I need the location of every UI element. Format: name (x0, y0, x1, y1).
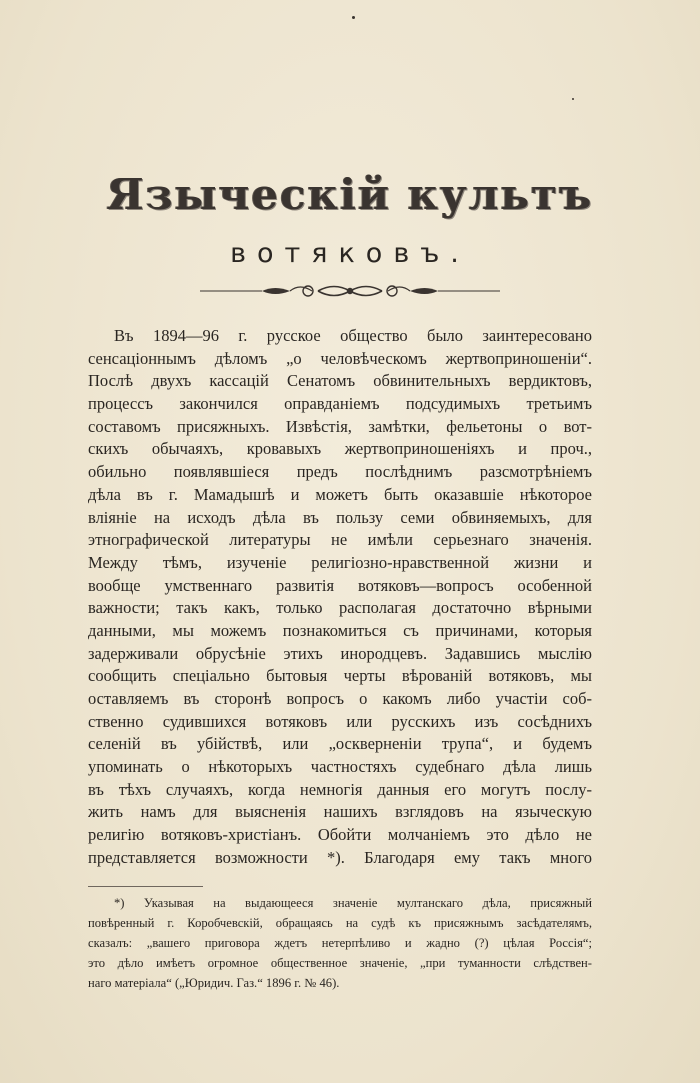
footnote-line: это дѣло имѣетъ огромное общественное значеніе, „при туманности слѣдствен- (88, 956, 592, 970)
footnote-line: повѣренный г. Коробчевскій, обращаясь на судѣ къ присяжнымъ засѣдателямъ, (88, 916, 592, 930)
text-line: процессъ закончился оправданіемъ подсудимыхъ третьимъ (88, 394, 592, 414)
footnote-line: *) Указывая на выдающееся значеніе мултанскаго дѣла, присяжный (114, 896, 592, 910)
text-line: въ тѣхъ случаяхъ, когда немногія данныя его могутъ послу- (88, 779, 592, 799)
text-line: важности; такъ какъ, только располагая достаточно вѣрными (88, 598, 592, 618)
text-line: вліяніе на исходъ дѣла въ пользу семи обвиняемыхъ, для (88, 507, 592, 527)
text-line: скихъ обычаяхъ, кровавыхъ жертвоприношеніяхъ и проч., (88, 439, 592, 459)
text-line: сенсаціоннымъ дѣломъ „о человѣческомъ жертвоприношеніи“. (88, 348, 592, 368)
text-line: задерживали обрусѣніе этихъ инородцевъ. Задавшись мыслію (88, 643, 592, 663)
text-line: Послѣ двухъ кассацій Сенатомъ обвинительныхъ вердиктовъ, (88, 371, 592, 391)
chapter-subtitle: вотяковъ. (230, 238, 470, 269)
text-line: религію вотяковъ-христіанъ. Обойти молчаніемъ это дѣло не (88, 825, 592, 845)
text-line: селеній въ убійствѣ, или „оскверненіи трупа“, и будемъ (88, 734, 592, 754)
chapter-title: Языческій культъ (106, 170, 594, 219)
text-line: сообщить спеціально бытовыя черты вѣрованій вотяковъ, мы (88, 666, 592, 686)
ornament-divider (200, 283, 500, 299)
text-line: упоминать о нѣкоторыхъ частностяхъ судебнаго дѣла лишь (88, 757, 592, 777)
ink-speck (352, 16, 355, 19)
text-line: оставляемъ въ сторонѣ вопросъ о какомъ либо участіи соб- (88, 689, 592, 708)
text-line: обильно появлявшіеся предъ послѣднимъ разсмотрѣніемъ (88, 462, 592, 482)
text-line: представляется возможности *). Благодаря ему такъ много (88, 847, 592, 867)
ink-speck (572, 98, 574, 100)
text-line: ственно судившихся вотяковъ или русскихъ изъ сосѣднихъ (88, 711, 592, 731)
text-line: вообще умственнаго развитія вотяковъ—вопросъ особенной (88, 575, 592, 595)
text-line: данными, мы можемъ познакомиться съ причинами, которыя (88, 620, 592, 640)
body-text (88, 325, 592, 870)
footnote (88, 893, 592, 993)
text-line: жить намъ для выясненія нашихъ взглядовъ на языческую (88, 802, 592, 822)
text-line: дѣла въ г. Мамадышѣ и можетъ быть оказавшіе нѣкоторое (88, 484, 592, 504)
text-line: этнографической литературы не имѣли серьезнаго значенія. (88, 530, 592, 550)
text-line: Между тѣмъ, изученіе религіозно-нравственной жизни и (88, 552, 592, 572)
footnote-line: сказалъ: „вашего приговора ждетъ нетерпѣливо и жадно (?) цѣлая Россія“; (88, 936, 592, 950)
text-line: составомъ присяжныхъ. Извѣстія, замѣтки, фельетоны о вот- (88, 416, 592, 436)
text-line: Въ 1894—96 г. русское общество было заинтересовано (114, 326, 592, 345)
footnote-line: наго матеріала“ („Юридич. Газ.“ 1896 г. № 46). (88, 976, 340, 990)
footnote-rule (88, 886, 203, 887)
